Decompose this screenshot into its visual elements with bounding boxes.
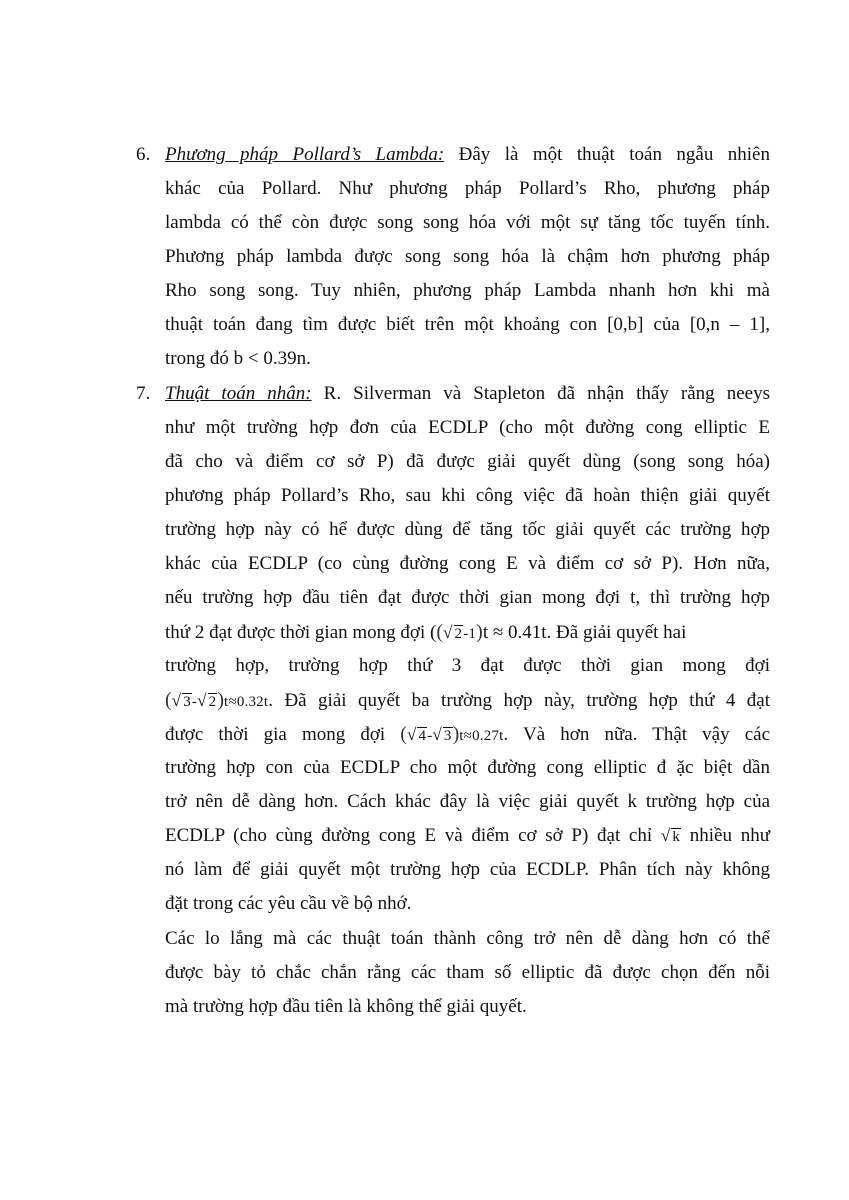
formula-part: - (427, 728, 433, 744)
line-text: được thời gia mong đợi (165, 724, 401, 745)
line-text: t ≈ 0.41t. Đã giải quyết hai (482, 622, 687, 643)
paragraph-line: Các lo lắng mà các thuật toán thành công trở nên dễ dàng hơn có thể (165, 928, 770, 949)
radicand: 4 (418, 728, 427, 744)
paragraph-line: lambda có thể còn được song song hóa với một sự tăng tốc tuyến tính. (165, 212, 770, 233)
paragraph-line: khác của ECDLP (co cùng đường cong E và điểm cơ sở P). Hơn nữa, (165, 553, 770, 574)
paragraph-line: được bày tỏ chắc chắn rằng các tham số elliptic đã được chọn đến nỗi (165, 962, 770, 983)
paragraph-line: đặt trong các yêu cầu về bộ nhớ. (165, 893, 412, 914)
paragraph-line: mà trường hợp đầu tiên là không thể giải quyết. (165, 996, 527, 1017)
paragraph-line-math (165, 683, 770, 717)
paragraph-line (136, 377, 771, 411)
paragraph-line: khác của Pollard. Như phương pháp Pollard’s Rho, phương pháp (165, 178, 770, 199)
item-heading: Phương pháp Pollard’s Lambda: (165, 144, 445, 165)
line-text: nhiều như (681, 825, 770, 846)
paragraph-line: nếu trường hợp đầu tiên đạt được thời gian mong đợi t, thì trường hợp (165, 587, 770, 608)
radicand: 3 (183, 694, 191, 710)
paragraph-line-math (165, 717, 770, 751)
line-text: . Và hơn nữa. Thật vậy các (503, 724, 771, 745)
paragraph-line: trường hợp này có hể được dùng để tăng tốc giải quyết các trường hợp (165, 519, 770, 540)
paragraph-line-math (165, 819, 770, 853)
sqrt-formula (443, 623, 477, 642)
paragraph-line: trong đó b < 0.39n. (165, 348, 311, 369)
paragraph-line: thuật toán đang tìm được biết trên một khoảng con [0,b] của [0,n – 1], (165, 314, 770, 335)
paragraph-line-math (165, 615, 770, 649)
list-item-7 (136, 377, 771, 921)
paragraph-line: nó làm để giải quyết một trường hợp của ECDLP. Phân tích này không (165, 859, 770, 880)
radicand: k (672, 829, 681, 845)
radicand: 3 (443, 728, 452, 744)
sqrt-formula (406, 725, 453, 744)
list-number: 6. (136, 144, 151, 165)
formula-part: -1 (463, 626, 477, 642)
line-text: R. Silverman và Stapleton đã nhận thấy rằng neeys (311, 383, 771, 404)
radical-sign: √ (197, 691, 207, 710)
paragraph-line: đã cho và điểm cơ sở P) đã được giải quyết dùng (song song hóa) (165, 451, 770, 472)
sqrt-formula (660, 826, 681, 845)
paragraph-line: trở nên dễ dàng hơn. Cách khác đây là việc giải quyết k trường hợp của (165, 791, 770, 812)
radical-sign: √ (406, 725, 417, 744)
line-text: Đây là một thuật toán ngẫu nhiên (444, 144, 770, 165)
radical-sign: √ (432, 725, 442, 744)
list-number: 7. (136, 383, 151, 404)
formula-paren: ( (165, 689, 172, 711)
line-text: ECDLP (cho cùng đường cong E và điểm cơ sở P) đạt chỉ (165, 825, 661, 846)
formula-paren: ) (217, 689, 225, 711)
item-heading: Thuật toán nhân: (165, 383, 312, 404)
paragraph-line: phương pháp Pollard’s Rho, sau khi công việc đã hoàn thiện giải quyết (165, 485, 770, 506)
paragraph-line: trường hợp, trường hợp thứ 3 đạt được thời gian mong đợi (165, 655, 770, 676)
radicand: 2 (454, 626, 463, 642)
formula-result: t≈0.27t (459, 728, 504, 744)
formula-paren: ) (476, 621, 483, 643)
paragraph-line: Phương pháp lambda được song song hóa là chậm hơn phương pháp (165, 246, 770, 267)
formula-paren: ) (452, 723, 460, 745)
radical-sign: √ (171, 691, 182, 710)
paragraph-line (136, 138, 770, 172)
line-text: thứ 2 đạt được thời gian mong đợi ( (165, 622, 437, 643)
paragraph-line: Rho song song. Tuy nhiên, phương pháp Lambda nhanh hơn khi mà (165, 280, 770, 301)
formula-paren: ( (436, 621, 443, 643)
paragraph-line: như một trường hợp đơn của ECDLP (cho một đường cong elliptic E (165, 417, 770, 438)
line-text: . Đã giải quyết ba trường hợp này, trường hợp thứ 4 đạt (268, 690, 770, 711)
radical-sign: √ (443, 623, 453, 642)
radical-sign: √ (660, 826, 671, 845)
formula-paren: ( (400, 723, 407, 745)
radicand: 2 (208, 694, 217, 710)
sqrt-formula (171, 691, 218, 710)
closing-paragraph (165, 922, 770, 1024)
paragraph-line: trường hợp con của ECDLP cho một đường cong elliptic đ ặc biệt dần (165, 757, 770, 778)
formula-part: - (191, 694, 198, 710)
formula-result: t≈0.32t (224, 694, 269, 710)
list-item-6 (136, 138, 770, 376)
